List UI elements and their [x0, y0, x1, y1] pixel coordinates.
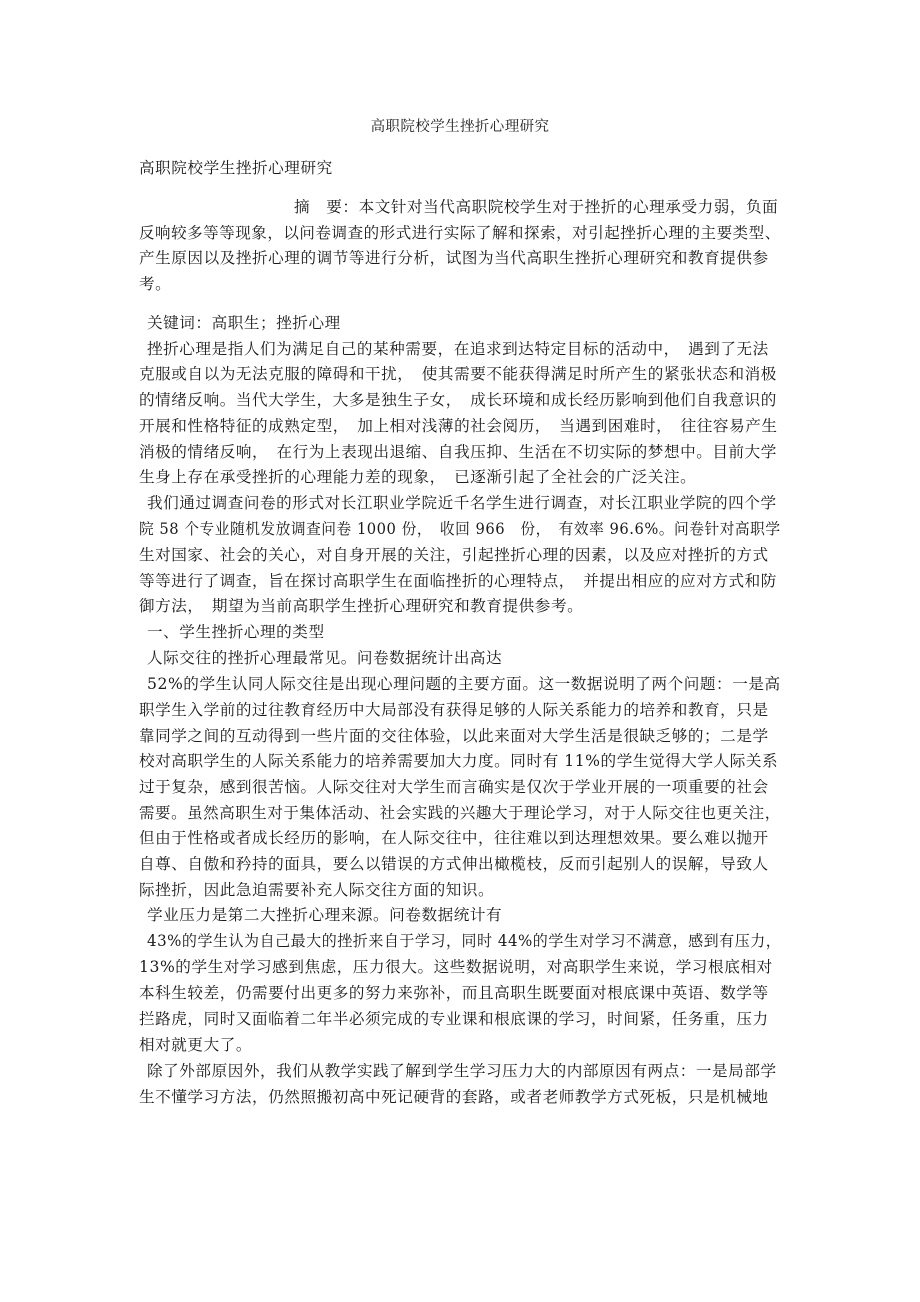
text-line: 消极的情绪反响， 在行为上表现出退缩、自我压抑、生活在不切实际的梦想中。目前大学	[139, 443, 777, 461]
text-line: 学业压力是第二大挫折心理来源。问卷数据统计有	[147, 906, 503, 924]
text-line: 自尊、自傲和矜持的面具，要么以错误的方式伸出橄榄枝，反而引起别人的误解，导致人	[139, 855, 769, 873]
text-line: 反响较多等等现象，以问卷调查的形式进行实际了解和探索，对引起挫折心理的主要类型、	[139, 224, 781, 242]
text-line: 开展和性格特征的成熟定型， 加上相对浅薄的社会阅历， 当遇到困难时， 往往容易产生	[139, 417, 778, 435]
text-line: 相对就更大了。	[139, 1036, 253, 1054]
text-line: 靠同学之间的互动得到一些片面的交往体验，以此来面对大学生活是很缺乏够的；二是学	[139, 727, 769, 745]
text-line: 人际交往的挫折心理最常见。问卷数据统计出高达	[147, 649, 503, 667]
text-line: 本科生较差，仍需要付出更多的努力来弥补，而且高职生既要面对根底课中英语、数学等	[139, 984, 769, 1002]
text-line: 考。	[139, 275, 172, 293]
text-line: 关键词：高职生；挫折心理	[147, 314, 341, 332]
text-line: 13%的学生对学习感到焦虑，压力很大。这些数据说明，对高职学生来说，学习根底相对	[139, 958, 773, 976]
text-line: 除了外部原因外，我们从教学实践了解到学生学习压力大的内部原因有两点：一是局部学	[147, 1062, 777, 1080]
page-title: 高职院校学生挫折心理研究	[370, 119, 550, 135]
text-line: 43%的学生认为自己最大的挫折来自于学习，同时 44%的学生对学习不满意，感到有压力，	[147, 932, 782, 950]
text-line: 御方法， 期望为当前高职学生挫折心理研究和教育提供参考。	[139, 597, 584, 615]
text-line: 生不懂学习方法，仍然照搬初高中死记硬背的套路，或者老师教学方式死板，只是机械地	[139, 1088, 769, 1106]
text-line: 52%的学生认同人际交往是出现心理问题的主要方面。这一数据说明了两个问题：一是高	[147, 675, 781, 693]
text-line: 职学生入学前的过往教育经历中大局部没有获得足够的人际关系能力的培养和教育，只是	[139, 701, 769, 719]
text-line: 需要。虽然高职生对于集体活动、社会实践的兴趣大于理论学习，对于人际交往也更关注，	[139, 804, 781, 822]
text-line: 摘 要：本文针对当代高职院校学生对于挫折的心理承受力弱，负面	[294, 198, 779, 216]
text-line: 一、学生挫折心理的类型	[147, 623, 325, 641]
text-line: 校对高职学生的人际关系能力的培养需要加大力度。同时有 11%的学生觉得大学人际关系	[139, 752, 779, 770]
text-line: 际挫折，因此急迫需要补充人际交往方面的知识。	[139, 881, 495, 899]
text-line: 院 58 个专业随机发放调查问卷 1000 份， 收回 966 份， 有效率 96.6%。问卷针对高职学	[139, 520, 781, 538]
text-line: 但由于性格或者成长经历的影响，在人际交往中，往往难以到达理想效果。要么难以抛开	[139, 829, 769, 847]
text-line: 生对国家、社会的关心，对自身开展的关注，引起挫折心理的因素，以及应对挫折的方式	[139, 546, 769, 564]
text-line: 产生原因以及挫折心理的调节等进行分析，试图为当代高职生挫折心理研究和教育提供参	[139, 249, 769, 267]
text-line: 等等进行了调查，旨在探讨高职学生在面临挫折的心理特点， 并提出相应的应对方式和防	[139, 572, 777, 590]
text-line: 挫折心理是指人们为满足自己的某种需要，在追求到达特定目标的活动中， 遇到了无法	[147, 340, 769, 358]
text-line: 的情绪反响。当代大学生，大多是独生子女， 成长环境和成长经历影响到他们自我意识的	[139, 391, 777, 409]
text-line: 生身上存在承受挫折的心理能力差的现象， 已逐渐引起了全社会的广泛关注。	[139, 468, 697, 486]
text-line: 克服或自以为无法克服的障碍和干扰， 使其需要不能获得满足时所产生的紧张状态和消极	[139, 365, 777, 383]
text-line: 过于复杂，感到很苦恼。人际交往对大学生而言确实是仅次于学业开展的一项重要的社会	[139, 778, 769, 796]
document-subtitle: 高职院校学生挫折心理研究	[139, 159, 333, 177]
text-line: 我们通过调查问卷的形式对长江职业学院近千名学生进行调查，对长江职业学院的四个学	[147, 494, 777, 512]
text-line: 拦路虎，同时又面临着二年半必须完成的专业课和根底课的学习，时间紧，任务重，压力	[139, 1010, 769, 1028]
